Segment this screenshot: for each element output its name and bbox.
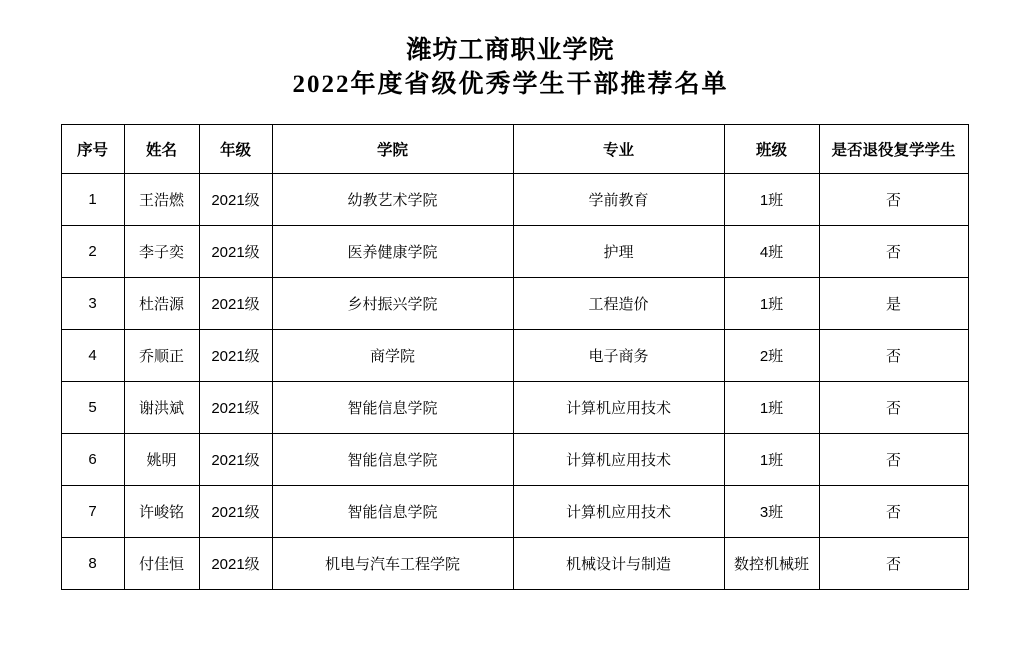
cell-name: 杜浩源 xyxy=(124,278,199,330)
table-header-row xyxy=(61,125,968,174)
column-header-name: 姓名 xyxy=(124,125,199,174)
cell-veteran: 否 xyxy=(819,434,968,486)
cell-class: 3班 xyxy=(724,486,819,538)
cell-grade: 2021级 xyxy=(199,174,272,226)
cell-class: 数控机械班 xyxy=(724,538,819,590)
table-row xyxy=(61,538,968,590)
cell-name: 姚明 xyxy=(124,434,199,486)
table-row xyxy=(61,382,968,434)
column-header-index: 序号 xyxy=(61,125,124,174)
cell-veteran: 是 xyxy=(819,278,968,330)
cell-name: 王浩燃 xyxy=(124,174,199,226)
cell-index: 5 xyxy=(61,382,124,434)
cell-grade: 2021级 xyxy=(199,538,272,590)
roster-table xyxy=(61,124,969,590)
table-row xyxy=(61,278,968,330)
table-header xyxy=(61,125,968,174)
column-header-class: 班级 xyxy=(724,125,819,174)
cell-index: 3 xyxy=(61,278,124,330)
cell-name: 付佳恒 xyxy=(124,538,199,590)
cell-name: 李子奕 xyxy=(124,226,199,278)
column-header-major: 专业 xyxy=(513,125,724,174)
cell-major: 电子商务 xyxy=(513,330,724,382)
cell-college: 幼教艺术学院 xyxy=(272,174,513,226)
cell-major: 护理 xyxy=(513,226,724,278)
cell-college: 商学院 xyxy=(272,330,513,382)
cell-veteran: 否 xyxy=(819,330,968,382)
cell-name: 乔顺正 xyxy=(124,330,199,382)
cell-major: 计算机应用技术 xyxy=(513,382,724,434)
cell-college: 乡村振兴学院 xyxy=(272,278,513,330)
table-row xyxy=(61,330,968,382)
cell-index: 8 xyxy=(61,538,124,590)
cell-college: 医养健康学院 xyxy=(272,226,513,278)
column-header-college: 学院 xyxy=(272,125,513,174)
cell-index: 4 xyxy=(61,330,124,382)
cell-grade: 2021级 xyxy=(199,382,272,434)
cell-veteran: 否 xyxy=(819,486,968,538)
cell-grade: 2021级 xyxy=(199,226,272,278)
cell-veteran: 否 xyxy=(819,538,968,590)
cell-class: 1班 xyxy=(724,382,819,434)
cell-grade: 2021级 xyxy=(199,278,272,330)
cell-class: 1班 xyxy=(724,174,819,226)
column-header-grade: 年级 xyxy=(199,125,272,174)
cell-index: 2 xyxy=(61,226,124,278)
cell-college: 智能信息学院 xyxy=(272,486,513,538)
cell-college: 智能信息学院 xyxy=(272,434,513,486)
cell-college: 机电与汽车工程学院 xyxy=(272,538,513,590)
cell-major: 机械设计与制造 xyxy=(513,538,724,590)
cell-major: 学前教育 xyxy=(513,174,724,226)
column-header-veteran: 是否退役复学学生 xyxy=(819,125,968,174)
table-row xyxy=(61,226,968,278)
cell-veteran: 否 xyxy=(819,382,968,434)
cell-college: 智能信息学院 xyxy=(272,382,513,434)
cell-class: 1班 xyxy=(724,434,819,486)
table-row xyxy=(61,486,968,538)
cell-name: 谢洪斌 xyxy=(124,382,199,434)
page-title-line-2: 2022年度省级优秀学生干部推荐名单 xyxy=(292,71,729,98)
cell-veteran: 否 xyxy=(819,174,968,226)
cell-name: 许峻铭 xyxy=(124,486,199,538)
cell-grade: 2021级 xyxy=(199,434,272,486)
table-row xyxy=(61,434,968,486)
cell-major: 工程造价 xyxy=(513,278,724,330)
cell-class: 4班 xyxy=(724,226,819,278)
cell-index: 7 xyxy=(61,486,124,538)
roster-table-container xyxy=(61,124,961,590)
cell-veteran: 否 xyxy=(819,226,968,278)
page-title xyxy=(0,0,1021,102)
cell-major: 计算机应用技术 xyxy=(513,434,724,486)
page-title-line-1: 潍坊工商职业学院 xyxy=(406,37,615,64)
cell-grade: 2021级 xyxy=(199,486,272,538)
cell-class: 2班 xyxy=(724,330,819,382)
cell-class: 1班 xyxy=(724,278,819,330)
table-body xyxy=(61,174,968,590)
cell-index: 1 xyxy=(61,174,124,226)
cell-major: 计算机应用技术 xyxy=(513,486,724,538)
table-row xyxy=(61,174,968,226)
cell-grade: 2021级 xyxy=(199,330,272,382)
cell-index: 6 xyxy=(61,434,124,486)
